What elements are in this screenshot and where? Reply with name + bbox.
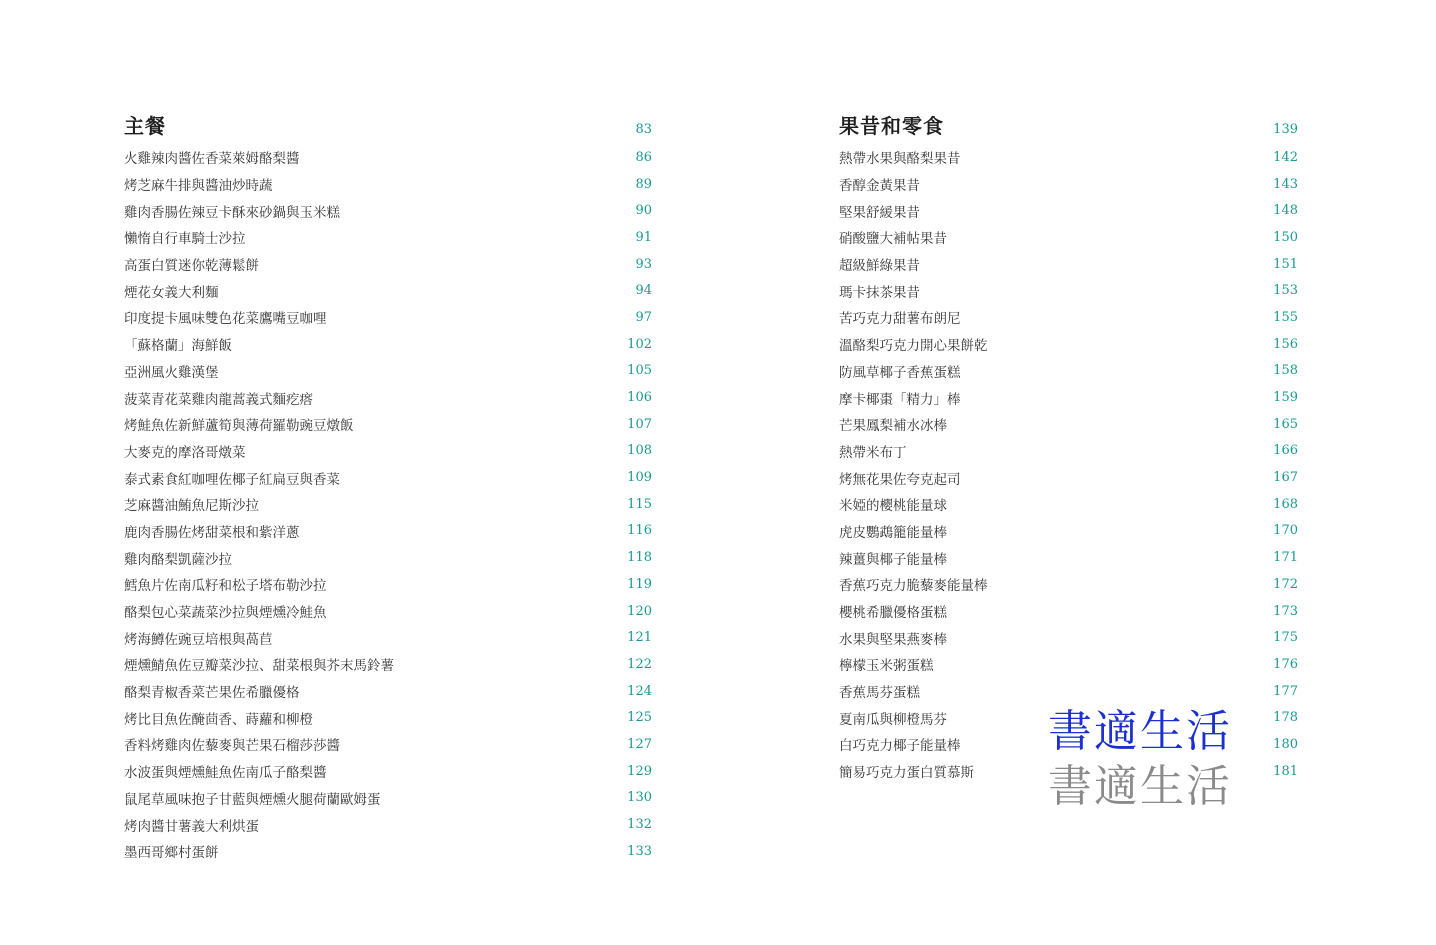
toc-entry [124,491,652,518]
toc-entry [124,171,652,198]
entry-page-number: 116 [627,523,652,539]
toc-entry [124,758,652,785]
entry-title: 虎皮鸚鵡籠能量棒 [839,524,947,541]
section-page-number: 139 [1273,122,1298,137]
entry-title: 烤鮭魚佐新鮮蘆筍與薄荷羅勒豌豆燉飯 [124,418,354,435]
toc-entry [839,144,1298,171]
toc-entry [124,838,652,865]
entry-title: 白巧克力椰子能量棒 [839,738,961,755]
entry-page-number: 118 [627,550,652,566]
toc-entry [124,277,652,304]
entry-title: 香蕉巧克力脆藜麥能量棒 [839,578,988,595]
entry-page-number: 106 [627,390,652,406]
entry-title: 烤比目魚佐醃茴香、蒔蘿和柳橙 [124,711,313,728]
entry-page-number: 90 [635,203,652,219]
entry-page-number: 125 [627,710,652,726]
entry-title: 香料烤雞肉佐藜麥與芒果石榴莎莎醬 [124,738,340,755]
entry-page-number: 102 [627,336,652,352]
entry-title: 熱帶水果與酪梨果昔 [839,151,961,168]
entry-page-number: 107 [627,416,652,432]
toc-entry [124,544,652,571]
toc-entry [124,704,652,731]
entry-title: 烤芝麻牛排與醬油炒時蔬 [124,178,273,195]
entry-page-number: 93 [635,256,652,272]
entry-title: 酪梨青椒香菜芒果佐希臘優格 [124,685,300,702]
entry-title: 酪梨包心菜蔬菜沙拉與煙燻冷鮭魚 [124,605,327,622]
toc-entry [839,224,1298,251]
toc-entry [124,438,652,465]
toc-entry-list [839,144,1298,785]
entry-page-number: 178 [1273,710,1298,726]
entry-page-number: 170 [1273,523,1298,539]
entry-title: 夏南瓜與柳橙馬芬 [839,711,947,728]
toc-entry [124,731,652,758]
toc-column-main-dishes [124,110,652,865]
section-header [839,110,1298,138]
toc-entry [839,411,1298,438]
entry-title: 防風草椰子香蕉蛋糕 [839,364,961,381]
section-page-number: 83 [635,122,652,137]
entry-page-number: 129 [627,763,652,779]
entry-page-number: 89 [635,176,652,192]
toc-entry [124,358,652,385]
toc-entry [839,171,1298,198]
entry-title: 墨西哥鄉村蛋餅 [124,845,219,862]
entry-title: 超級鮮綠果昔 [839,258,920,275]
entry-title: 鼠尾草風味抱子甘藍與煙燻火腿荷蘭歐姆蛋 [124,791,381,808]
entry-title: 堅果舒緩果昔 [839,204,920,221]
entry-page-number: 158 [1273,363,1298,379]
entry-title: 芝麻醬油鮪魚尼斯沙拉 [124,498,259,515]
entry-title: 溫酪梨巧克力開心果餅乾 [839,338,988,355]
section-header [124,110,652,138]
toc-entry [124,598,652,625]
toc-entry [839,651,1298,678]
entry-title: 印度提卡風味雙色花菜鷹嘴豆咖哩 [124,311,327,328]
entry-page-number: 124 [627,683,652,699]
toc-entry [839,544,1298,571]
entry-page-number: 105 [627,363,652,379]
entry-title: 硝酸鹽大補帖果昔 [839,231,947,248]
entry-page-number: 132 [627,817,652,833]
entry-title: 「蘇格蘭」海鮮飯 [124,338,232,355]
entry-title: 瑪卡抹茶果昔 [839,284,920,301]
toc-entry [839,491,1298,518]
toc-entry [839,598,1298,625]
entry-page-number: 120 [627,603,652,619]
entry-title: 香蕉馬芬蛋糕 [839,685,920,702]
entry-title: 鹿肉香腸佐烤甜菜根和紫洋蔥 [124,524,300,541]
entry-title: 泰式素食紅咖哩佐椰子紅扁豆與香菜 [124,471,340,488]
entry-title: 檸檬玉米粥蛋糕 [839,658,934,675]
toc-entry [839,438,1298,465]
entry-page-number: 168 [1273,496,1298,512]
section-title: 果昔和零食 [839,114,944,138]
entry-title: 亞洲風火雞漢堡 [124,364,219,381]
entry-page-number: 91 [635,229,652,245]
toc-entry [124,411,652,438]
entry-title: 煙花女義大利麵 [124,284,219,301]
toc-column-smoothies-snacks [839,110,1298,785]
toc-entry [124,624,652,651]
entry-page-number: 177 [1273,683,1298,699]
entry-title: 芒果鳳梨補水冰棒 [839,418,947,435]
toc-entry [124,678,652,705]
entry-page-number: 176 [1273,656,1298,672]
toc-entry [839,464,1298,491]
entry-title: 摩卡椰棗「精力」棒 [839,391,961,408]
toc-entry [124,651,652,678]
entry-page-number: 167 [1273,470,1298,486]
entry-page-number: 97 [635,309,652,325]
entry-page-number: 130 [627,790,652,806]
toc-entry-list [124,144,652,865]
entry-title: 香醇金黃果昔 [839,178,920,195]
toc-entry [124,331,652,358]
entry-page-number: 148 [1273,203,1298,219]
entry-page-number: 121 [627,630,652,646]
entry-page-number: 133 [627,843,652,859]
entry-title: 大麥克的摩洛哥燉菜 [124,444,246,461]
entry-title: 苦巧克力甜薯布朗尼 [839,311,961,328]
entry-page-number: 171 [1273,550,1298,566]
entry-title: 烤海鱒佐豌豆培根與萵苣 [124,631,273,648]
toc-entry [124,785,652,812]
entry-page-number: 159 [1273,390,1298,406]
entry-title: 高蛋白質迷你乾薄鬆餅 [124,258,259,275]
entry-page-number: 108 [627,443,652,459]
toc-entry [124,144,652,171]
entry-page-number: 173 [1273,603,1298,619]
entry-page-number: 180 [1273,736,1298,752]
toc-entry [839,277,1298,304]
entry-title: 烤無花果佐夸克起司 [839,471,961,488]
entry-page-number: 115 [627,496,652,512]
toc-entry [124,384,652,411]
entry-title: 辣薑與椰子能量棒 [839,551,947,568]
entry-page-number: 181 [1273,763,1298,779]
entry-page-number: 109 [627,470,652,486]
toc-entry [124,251,652,278]
entry-page-number: 119 [627,576,652,592]
toc-entry [839,358,1298,385]
entry-page-number: 86 [635,149,652,165]
entry-title: 米婭的櫻桃能量球 [839,498,947,515]
toc-entry [124,224,652,251]
section-title: 主餐 [124,114,166,138]
entry-page-number: 151 [1273,256,1298,272]
toc-entry [124,304,652,331]
toc-entry [124,811,652,838]
toc-entry [124,571,652,598]
entry-title: 熱帶米布丁 [839,444,907,461]
entry-page-number: 150 [1273,229,1298,245]
toc-entry [839,304,1298,331]
entry-page-number: 127 [627,736,652,752]
entry-page-number: 166 [1273,443,1298,459]
toc-entry [839,197,1298,224]
entry-page-number: 175 [1273,630,1298,646]
entry-page-number: 155 [1273,309,1298,325]
entry-page-number: 94 [635,283,652,299]
entry-page-number: 172 [1273,576,1298,592]
watermark-blue: 書適生活 [1048,706,1232,757]
toc-entry [124,464,652,491]
entry-page-number: 142 [1273,149,1298,165]
entry-page-number: 153 [1273,283,1298,299]
toc-entry [839,384,1298,411]
entry-title: 烤肉醬甘薯義大利烘蛋 [124,818,259,835]
entry-title: 雞肉酪梨凱薩沙拉 [124,551,232,568]
toc-entry [839,624,1298,651]
toc-entry [839,251,1298,278]
entry-page-number: 165 [1273,416,1298,432]
toc-entry [124,518,652,545]
entry-title: 菠菜青花菜雞肉龍蒿義式麵疙瘩 [124,391,313,408]
entry-title: 水波蛋與煙燻鮭魚佐南瓜子酪梨醬 [124,765,327,782]
entry-page-number: 156 [1273,336,1298,352]
entry-title: 火雞辣肉醬佐香菜萊姆酪梨醬 [124,151,300,168]
toc-entry [839,518,1298,545]
toc-entry [839,678,1298,705]
toc-entry [839,571,1298,598]
entry-title: 鱈魚片佐南瓜籽和松子塔布勒沙拉 [124,578,327,595]
entry-title: 煙燻鯖魚佐豆瓣菜沙拉、甜菜根與芥末馬鈴薯 [124,658,394,675]
entry-title: 雞肉香腸佐辣豆卡酥來砂鍋與玉米糕 [124,204,340,221]
entry-page-number: 143 [1273,176,1298,192]
entry-title: 水果與堅果燕麥棒 [839,631,947,648]
entry-title: 簡易巧克力蛋白質慕斯 [839,765,974,782]
entry-title: 懶惰自行車騎士沙拉 [124,231,246,248]
toc-entry [124,197,652,224]
entry-title: 櫻桃希臘優格蛋糕 [839,605,947,622]
entry-page-number: 122 [627,656,652,672]
toc-entry [839,331,1298,358]
watermark-gray: 書適生活 [1048,761,1232,812]
